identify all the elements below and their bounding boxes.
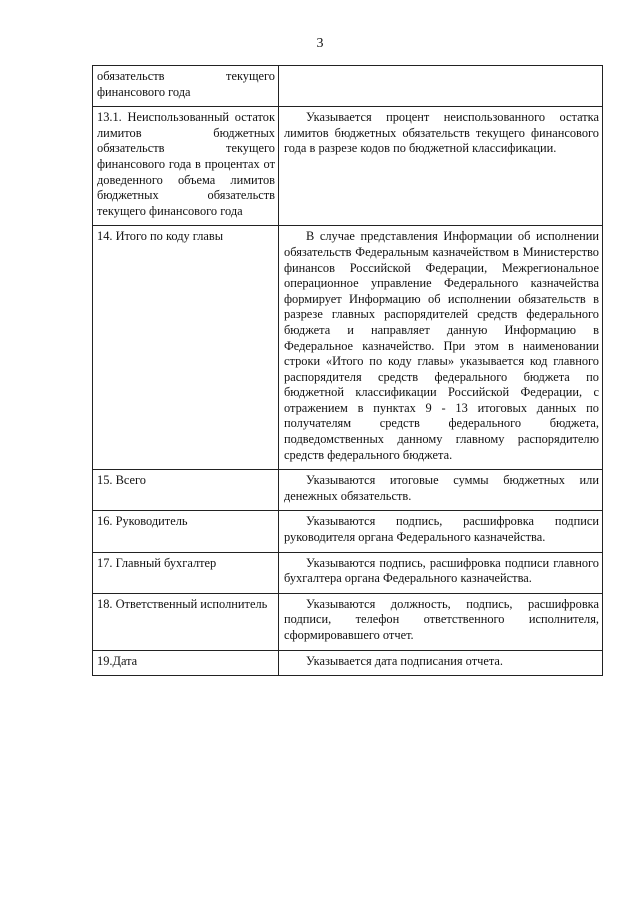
- instructions-table: [92, 65, 603, 676]
- row-name-cell: [93, 107, 279, 226]
- row-name-cell: [93, 226, 279, 470]
- table-row: [93, 107, 603, 226]
- row-name: 17. Главный бухгалтер: [97, 555, 217, 570]
- row-description: Указываются подпись, расшифровка подписи главного бухгалтера органа Федерального казначейства.: [284, 555, 599, 586]
- row-name-cell: [93, 650, 279, 676]
- row-name: 13.1. Неиспользованный остаток лимитов бюджетных обязательств текущего финансового года в процентах от доведенного объема лимитов бюджетных обязательств текущего финансового года: [97, 110, 275, 218]
- row-description: Указывается процент неиспользованного остатка лимитов бюджетных обязательств текущего финансового года в разрезе кодов по бюджетной классификации.: [284, 110, 599, 156]
- row-description: Указываются должность, подпись, расшифровка подписи, телефон ответственного исполнителя, сформировавшего отчет.: [284, 596, 599, 642]
- table-row: [93, 66, 603, 107]
- row-description-cell: [279, 66, 603, 107]
- page-number: 3: [316, 36, 324, 51]
- row-name-cell: [93, 470, 279, 511]
- row-description: Указывается дата подписания отчета.: [306, 653, 504, 668]
- row-description: В случае представления Информации об исполнении обязательств Федеральным казначейством в Министерство финансов Российской Федерации, Межрегиональное операционное управление Федерального казначейства формирует Информацию об исполнении обязательств в разрезе главных распорядителей средств федерального бюджета и направляет данную Информацию в Федеральное казначейство. При этом в наименовании строки «Итого по коду главы» указывается код главного распорядителя средств федерального бюджета по бюджетной классификации Российской Федерации, с отражением в пунктах 9 - 13 итоговых данных по получателям средств федерального бюджета, подведомственных данному главному распорядителю средств федерального бюджета.: [284, 229, 599, 462]
- table-row: [93, 552, 603, 593]
- row-name: 18. Ответственный исполнитель: [97, 596, 268, 611]
- row-description-cell: [279, 552, 603, 593]
- row-name: 15. Всего: [97, 473, 146, 488]
- row-description-cell: [279, 650, 603, 676]
- row-name: 19.Дата: [97, 653, 138, 668]
- row-description-cell: [279, 593, 603, 650]
- table-row: [93, 511, 603, 552]
- row-name-cell: [93, 511, 279, 552]
- table-row: [93, 650, 603, 676]
- row-description-cell: [279, 107, 603, 226]
- row-name-cell: [93, 66, 279, 107]
- row-name: 14. Итого по коду главы: [97, 229, 224, 244]
- table-row: [93, 470, 603, 511]
- row-description: Указываются итоговые суммы бюджетных или денежных обязательств.: [284, 473, 599, 503]
- row-description-cell: [279, 511, 603, 552]
- table-row: [93, 593, 603, 650]
- table-row: [93, 226, 603, 470]
- row-description-cell: [279, 470, 603, 511]
- row-description-cell: [279, 226, 603, 470]
- row-name-cell: [93, 593, 279, 650]
- row-name: обязательств текущего финансового года: [97, 69, 275, 99]
- row-name-cell: [93, 552, 279, 593]
- row-name: 16. Руководитель: [97, 514, 188, 529]
- row-description: Указываются подпись, расшифровка подписи руководителя органа Федерального казначейства.: [284, 514, 599, 545]
